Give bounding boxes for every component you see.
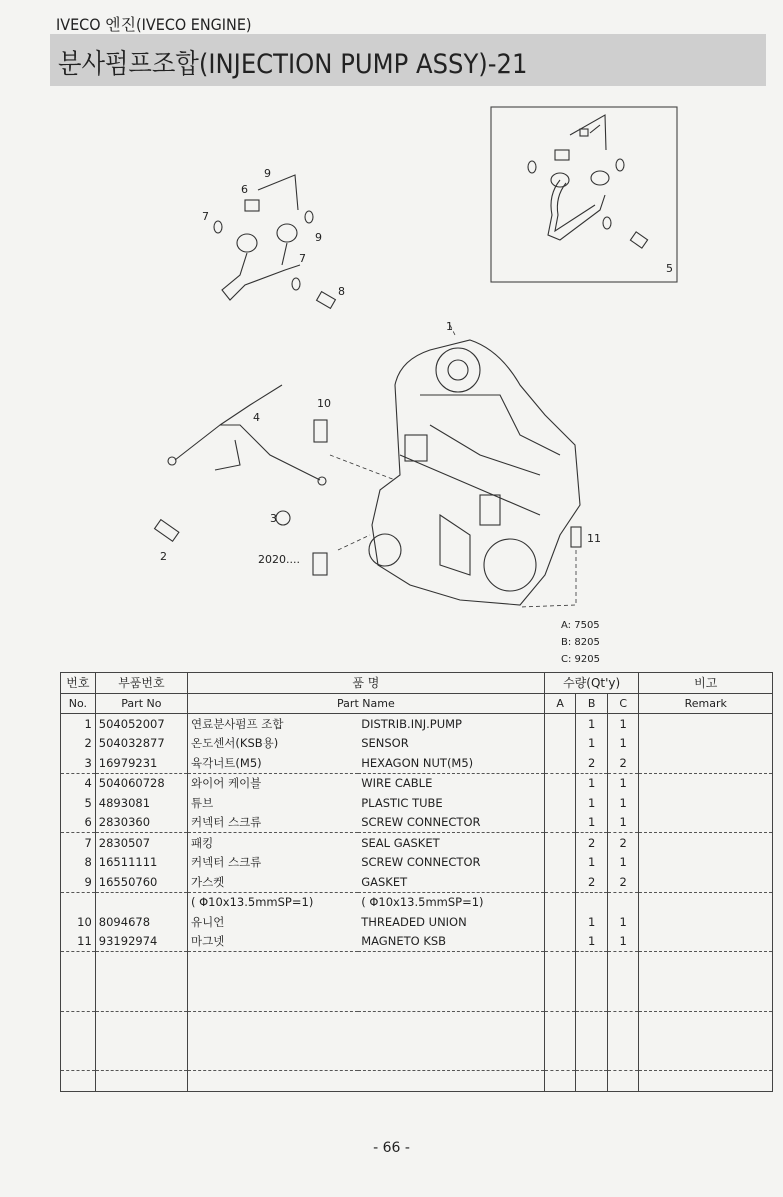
row-name-en: WIRE CABLE [358, 773, 544, 793]
table-row-empty [61, 1031, 773, 1051]
row-name-en: HEXAGON NUT(M5) [358, 753, 544, 773]
callout-label: 4 [253, 411, 260, 424]
callout-label: 7 [299, 252, 306, 265]
table-row [61, 714, 773, 734]
table-row [61, 773, 773, 793]
callout-label: 11 [587, 532, 601, 545]
row-no: 6 [61, 813, 96, 833]
row-qty-c: 1 [607, 932, 639, 952]
row-name-en: PLASTIC TUBE [358, 793, 544, 813]
row-no: 8 [61, 853, 96, 873]
row-name-kr: 커넥터 스크류 [190, 855, 262, 870]
callout-label: 2 [160, 550, 167, 563]
parts-table [60, 672, 773, 1092]
legend-a: A: 7505 [561, 620, 600, 631]
row-qty-c: 1 [607, 714, 639, 734]
row-no: 11 [61, 932, 96, 952]
table-row-empty [61, 972, 773, 992]
row-name-en: MAGNETO KSB [358, 932, 544, 952]
row-qty-c: 1 [607, 773, 639, 793]
plastic-tube-part [313, 553, 327, 575]
table-row [61, 892, 773, 912]
row-remark [639, 753, 773, 773]
row-qty-a [544, 813, 576, 833]
row-partno: 16979231 [95, 753, 187, 773]
row-partno: 504060728 [95, 773, 187, 793]
row-partno: 16511111 [95, 853, 187, 873]
header-name-kr: 품 명 [187, 673, 544, 694]
row-name-en: SEAL GASKET [358, 833, 544, 853]
row-partno: 2830507 [95, 833, 187, 853]
callout-label: 9 [264, 167, 271, 180]
inset-injection-line [528, 115, 648, 248]
table-row [61, 753, 773, 773]
row-remark [639, 932, 773, 952]
row-name-kr: 마그넷 [187, 932, 358, 952]
row-name-kr: 온도센서(KSB용) [190, 736, 279, 751]
row-partno: 8094678 [95, 912, 187, 932]
row-remark [639, 734, 773, 754]
row-no [61, 892, 96, 912]
page-title: 분사펌프조합(INJECTION PUMP ASSY)-21 [58, 49, 528, 80]
row-qty-b: 1 [576, 813, 608, 833]
row-qty-b: 1 [576, 734, 608, 754]
wire-cable [168, 385, 326, 485]
callout-label: 1 [446, 320, 453, 333]
header-remark-kr: 비고 [639, 673, 773, 694]
table-row [61, 932, 773, 952]
row-name-kr: 와이어 케이블 [190, 776, 262, 791]
table-row [61, 813, 773, 833]
row-name-kr: 육각너트(M5) [187, 753, 358, 773]
row-partno: 16550760 [95, 872, 187, 892]
row-qty-b: 1 [576, 714, 608, 734]
row-name-kr: ( Φ10x13.5mmSP=1) [190, 895, 314, 910]
callout-label: 5 [666, 262, 673, 275]
diagram-note: 2020.... [258, 553, 300, 566]
magneto-part [571, 527, 581, 547]
hex-nut-part [276, 511, 290, 525]
row-remark [639, 853, 773, 873]
row-qty-c: 1 [607, 853, 639, 873]
row-remark [639, 872, 773, 892]
header-qty: 수량(Qt'y) [544, 673, 639, 694]
header-qty-c: C [607, 693, 639, 714]
row-qty-a [544, 753, 576, 773]
row-qty-b: 1 [576, 932, 608, 952]
row-remark [639, 892, 773, 912]
row-partno: 93192974 [95, 932, 187, 952]
row-qty-a [544, 892, 576, 912]
row-name-kr: 커넥터 스크류 [187, 813, 358, 833]
row-qty-c: 1 [607, 734, 639, 754]
header-qty-a: A [544, 693, 576, 714]
row-name-kr: 가스켓 [187, 872, 358, 892]
table-row [61, 912, 773, 932]
row-no: 1 [61, 714, 96, 734]
row-name-en: GASKET [358, 872, 544, 892]
row-qty-a [544, 932, 576, 952]
callout-label: 7 [202, 210, 209, 223]
table-row [61, 793, 773, 813]
callout-label: 8 [338, 285, 345, 298]
row-qty-a [544, 912, 576, 932]
row-no: 3 [61, 753, 96, 773]
row-remark [639, 793, 773, 813]
callout-label: 9 [315, 231, 322, 244]
row-qty-b: 1 [576, 912, 608, 932]
legend-c: C: 9205 [561, 654, 600, 665]
row-qty-b [576, 892, 608, 912]
row-qty-a [544, 793, 576, 813]
table-row-empty [61, 991, 773, 1011]
row-qty-a [544, 833, 576, 853]
row-no: 5 [61, 793, 96, 813]
row-partno: 504052007 [95, 714, 187, 734]
table-row-empty [61, 1051, 773, 1071]
row-qty-a [544, 872, 576, 892]
row-remark [639, 773, 773, 793]
row-qty-c: 1 [607, 912, 639, 932]
legend-b: B: 8205 [561, 637, 600, 648]
header-partno-en: Part No [95, 693, 187, 714]
header-remark-en: Remark [639, 693, 773, 714]
row-qty-c: 2 [607, 833, 639, 853]
row-no: 2 [61, 734, 96, 754]
row-qty-b: 2 [576, 753, 608, 773]
table-row [61, 734, 773, 754]
table-row [61, 833, 773, 853]
header-partno-kr: 부품번호 [95, 673, 187, 694]
row-name-kr: 연료분사펌프 조합 [190, 716, 284, 731]
callout-label: 10 [317, 397, 331, 410]
table-row [61, 853, 773, 873]
row-partno: 4893081 [95, 793, 187, 813]
row-name-en: ( Φ10x13.5mmSP=1) [358, 892, 544, 912]
row-remark [639, 714, 773, 734]
row-qty-c: 2 [607, 753, 639, 773]
row-qty-c: 2 [607, 872, 639, 892]
row-remark [639, 912, 773, 932]
leader-lines [330, 325, 576, 607]
row-qty-b: 1 [576, 773, 608, 793]
inset-frame [491, 107, 677, 282]
row-qty-a [544, 773, 576, 793]
callout-label: 3 [270, 512, 277, 525]
row-qty-c: 1 [607, 813, 639, 833]
table-row-empty [61, 1071, 773, 1092]
row-no: 9 [61, 872, 96, 892]
row-partno [95, 892, 187, 912]
exploded-parts-diagram [0, 95, 783, 670]
sensor-part [155, 520, 179, 542]
table-row-empty [61, 952, 773, 972]
header-no-en: No. [61, 693, 96, 714]
threaded-union-part [314, 420, 327, 442]
row-name-kr: 패킹 [190, 835, 214, 850]
row-no: 4 [61, 773, 96, 793]
row-name-en: DISTRIB.INJ.PUMP [358, 714, 544, 734]
header-qty-b: B [576, 693, 608, 714]
row-qty-b: 1 [576, 793, 608, 813]
table-row [61, 872, 773, 892]
header-subtitle: IVECO 엔진(IVECO ENGINE) [56, 15, 252, 34]
row-partno: 504032877 [95, 734, 187, 754]
page-number: - 66 - [373, 1140, 410, 1156]
row-name-en: SENSOR [358, 734, 544, 754]
injection-pump-body [369, 340, 580, 605]
table-row-empty [61, 1011, 773, 1031]
row-remark [639, 833, 773, 853]
row-remark [639, 813, 773, 833]
header-name-en: Part Name [187, 693, 544, 714]
row-qty-a [544, 714, 576, 734]
row-name-en: SCREW CONNECTOR [358, 853, 544, 873]
row-qty-c: 1 [607, 793, 639, 813]
row-qty-b: 2 [576, 833, 608, 853]
row-no: 10 [61, 912, 96, 932]
row-no: 7 [61, 833, 96, 853]
row-partno: 2830360 [95, 813, 187, 833]
row-name-en: SCREW CONNECTOR [358, 813, 544, 833]
row-name-en: THREADED UNION [358, 912, 544, 932]
row-qty-a [544, 734, 576, 754]
row-name-kr: 유니언 [190, 914, 225, 929]
header-no-kr: 번호 [61, 673, 96, 694]
row-qty-b: 2 [576, 872, 608, 892]
row-qty-a [544, 853, 576, 873]
callout-label: 6 [241, 183, 248, 196]
row-qty-b: 1 [576, 853, 608, 873]
row-name-kr: 튜브 [190, 795, 214, 810]
row-qty-c [607, 892, 639, 912]
